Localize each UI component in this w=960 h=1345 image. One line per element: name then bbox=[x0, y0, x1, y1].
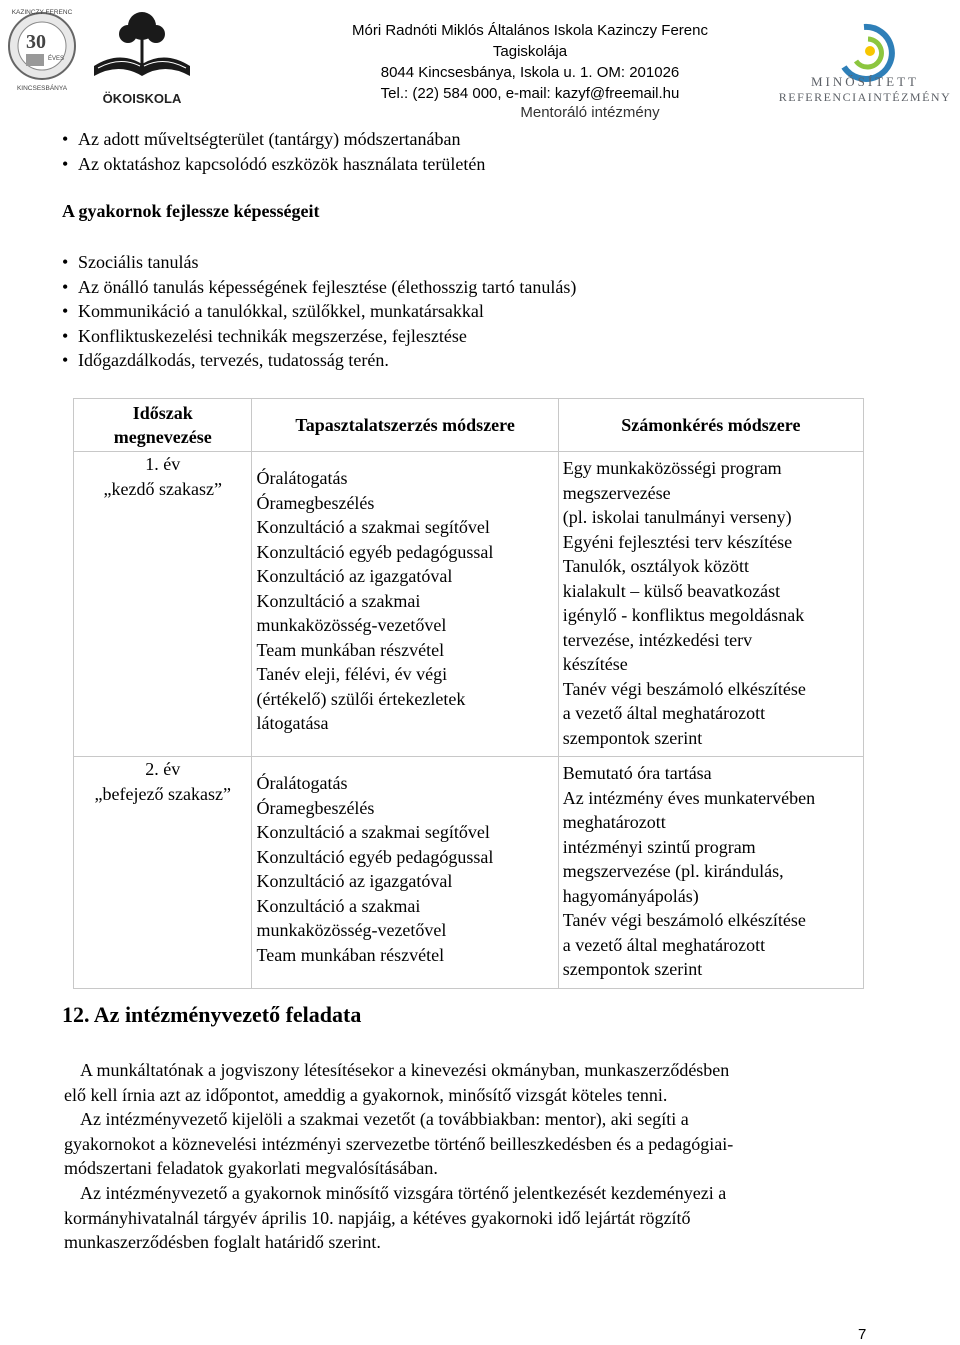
header-period-line2: megnevezése bbox=[113, 427, 212, 447]
assessment-line: a vezető által meghatározott bbox=[562, 703, 766, 723]
mentor-institution-label: Mentoráló intézmény bbox=[520, 104, 660, 121]
period-stage: „befejező szakasz” bbox=[94, 783, 231, 804]
method-line: Konzultáció a szakmai segítővel bbox=[256, 822, 490, 842]
method-cell bbox=[252, 757, 558, 989]
method-line: Óralátogatás bbox=[256, 773, 348, 793]
logo-left-bottom: KINCSESBÁNYA bbox=[16, 85, 68, 92]
assessment-line: Tanév végi beszámoló elkészítése bbox=[562, 910, 806, 930]
method-line: Óramegbeszélés bbox=[256, 492, 375, 513]
page-number: 7 bbox=[858, 1326, 867, 1343]
school-anniversary-logo bbox=[6, 4, 78, 98]
list-item: • Az önálló tanulás képességének fejlesztése (élethosszig tartó tanulás) bbox=[62, 275, 576, 300]
logo-left-number: 30 bbox=[26, 31, 46, 53]
period-cell bbox=[74, 452, 252, 757]
ref-line2: REFERENCIAINTÉZMÉNY bbox=[778, 90, 952, 104]
school-address: 8044 Kincsesbánya, Iskola u. 1. OM: 201026 bbox=[380, 64, 680, 81]
period-year: 1. év bbox=[145, 454, 181, 474]
assessment-line: Egy munkaközösségi program bbox=[562, 458, 782, 478]
paragraph-line: Az intézményvezető kijelöli a szakmai vezetőt (a továbbiakban: mentor), aki segíti a bbox=[80, 1109, 689, 1129]
assessment-line: megszervezése bbox=[562, 482, 671, 503]
header-method: Tapasztalatszerzés módszere bbox=[252, 399, 558, 452]
assessment-line: Az intézmény éves munkatervében bbox=[562, 787, 816, 808]
method-line: Tanév eleji, félévi, év végi bbox=[256, 664, 448, 684]
method-line: (értékelő) szülői értekezletek bbox=[256, 688, 466, 709]
assessment-line: (pl. iskolai tanulmányi verseny) bbox=[562, 507, 792, 527]
paragraph bbox=[64, 1058, 874, 1107]
period-stage: „kezdő szakasz” bbox=[103, 478, 222, 499]
subject-areas-list bbox=[62, 127, 485, 176]
assessment-line: hagyományápolás) bbox=[562, 885, 699, 906]
assessment-cell bbox=[558, 452, 863, 757]
eco-school-logo bbox=[84, 6, 200, 106]
list-item: • Az oktatáshoz kapcsolódó eszközök használata területén bbox=[62, 152, 485, 177]
list-item: • Szociális tanulás bbox=[62, 250, 576, 275]
list-item: • Az adott műveltségterület (tantárgy) módszertanában bbox=[62, 127, 485, 152]
assessment-line: kialakult – külső beavatkozást bbox=[562, 580, 781, 601]
assessment-line: intézményi szintű program bbox=[562, 836, 756, 857]
reference-institution-text bbox=[772, 74, 958, 105]
method-line: Konzultáció a szakmai bbox=[256, 895, 421, 916]
assessment-line: Bemutató óra tartása bbox=[562, 763, 712, 783]
method-cell bbox=[252, 452, 558, 757]
assessment-line: igénylő - konfliktus megoldásnak bbox=[562, 605, 805, 625]
school-contact: Tel.: (22) 584 000, e-mail: kazyf@freemail.hu bbox=[380, 85, 680, 102]
method-line: Konzultáció egyéb pedagógussal bbox=[256, 846, 494, 867]
paragraph-line: módszertani feladatok gyakorlati megvalósításában. bbox=[64, 1158, 438, 1178]
paragraph bbox=[64, 1181, 874, 1255]
paragraph-line: gyakornokot a köznevelési intézményi szervezetbe történő beilleszkedésben és a pedagógiai- bbox=[64, 1133, 734, 1154]
skills-heading: A gyakornok fejlessze képességeit bbox=[62, 201, 320, 221]
assessment-line: a vezető által meghatározott bbox=[562, 934, 766, 955]
assessment-line: készítése bbox=[562, 654, 628, 674]
paragraph-line: A munkáltatónak a jogviszony létesítésekor a kinevezési okmányban, munkaszerződésben bbox=[80, 1060, 730, 1080]
assessment-line: Tanév végi beszámoló elkészítése bbox=[562, 678, 806, 699]
header-period bbox=[74, 399, 252, 452]
internship-periods-table bbox=[73, 398, 864, 989]
method-line: látogatása bbox=[256, 713, 329, 733]
paragraph-line: munkaszerződésben foglalt határidő szerint. bbox=[64, 1232, 381, 1252]
assessment-line: Egyéni fejlesztési terv készítése bbox=[562, 531, 793, 552]
logo-left-top: KAZINCZY FERENC bbox=[11, 9, 73, 16]
section-title: 12. Az intézményvezető feladata bbox=[62, 1002, 362, 1027]
assessment-cell bbox=[558, 757, 863, 989]
period-cell bbox=[74, 757, 252, 989]
method-line: munkaközösség-vezetővel bbox=[256, 615, 447, 635]
logo-left-eves: ÉVES bbox=[47, 56, 65, 62]
ref-line1: MINŐSÍTETT bbox=[811, 74, 919, 89]
assessment-line: szempontok szerint bbox=[562, 959, 703, 979]
method-line: Team munkában részvétel bbox=[256, 944, 445, 965]
method-line: Konzultáció az igazgatóval bbox=[256, 566, 453, 586]
method-line: Team munkában részvétel bbox=[256, 639, 445, 660]
paragraph-line: Az intézményvezető a gyakornok minősítő vizsgára történő jelentkezését kezdeményezi a bbox=[80, 1183, 727, 1203]
assessment-line: tervezése, intézkedési terv bbox=[562, 629, 753, 650]
method-line: Konzultáció az igazgatóval bbox=[256, 871, 453, 891]
skills-list bbox=[62, 250, 576, 373]
table-row bbox=[74, 757, 864, 989]
paragraph bbox=[64, 1107, 874, 1181]
assessment-line: szempontok szerint bbox=[562, 727, 703, 748]
header-period-line1: Időszak bbox=[132, 402, 193, 423]
eco-school-caption: ÖKOISKOLA bbox=[102, 91, 182, 106]
list-item: • Időgazdálkodás, tervezés, tudatosság terén. bbox=[62, 348, 576, 373]
paragraph-line: elő kell írnia azt az időpontot, ameddig a gyakornok, minősítő vizsgát köteles tenni. bbox=[64, 1084, 668, 1105]
method-line: Konzultáció a szakmai bbox=[256, 590, 421, 611]
method-line: Konzultáció egyéb pedagógussal bbox=[256, 541, 494, 562]
assessment-line: Tanulók, osztályok között bbox=[562, 556, 749, 576]
paragraph-line: kormányhivatalnál tárgyév április 10. napjáig, a kétéves gyakornoki idő lejártát rögzítő bbox=[64, 1207, 691, 1228]
table-row bbox=[74, 452, 864, 757]
method-line: Konzultáció a szakmai segítővel bbox=[256, 517, 490, 537]
method-line: munkaközösség-vezetővel bbox=[256, 920, 447, 940]
table-header-row bbox=[74, 399, 864, 452]
period-year: 2. év bbox=[145, 759, 181, 779]
list-item: • Konfliktuskezelési technikák megszerzése, fejlesztése bbox=[62, 324, 576, 349]
method-line: Óralátogatás bbox=[256, 468, 348, 488]
book-tree-icon bbox=[84, 6, 200, 84]
school-contact-block bbox=[330, 20, 730, 104]
assessment-line: megszervezése (pl. kirándulás, bbox=[562, 861, 784, 881]
school-name: Móri Radnóti Miklós Általános Iskola Kazinczy Ferenc Tagiskolája bbox=[352, 22, 708, 60]
header-assessment: Számonkérés módszere bbox=[558, 399, 863, 452]
list-item: • Kommunikáció a tanulókkal, szülőkkel, munkatársakkal bbox=[62, 299, 576, 324]
assessment-line: meghatározott bbox=[562, 812, 666, 832]
method-line: Óramegbeszélés bbox=[256, 797, 375, 818]
